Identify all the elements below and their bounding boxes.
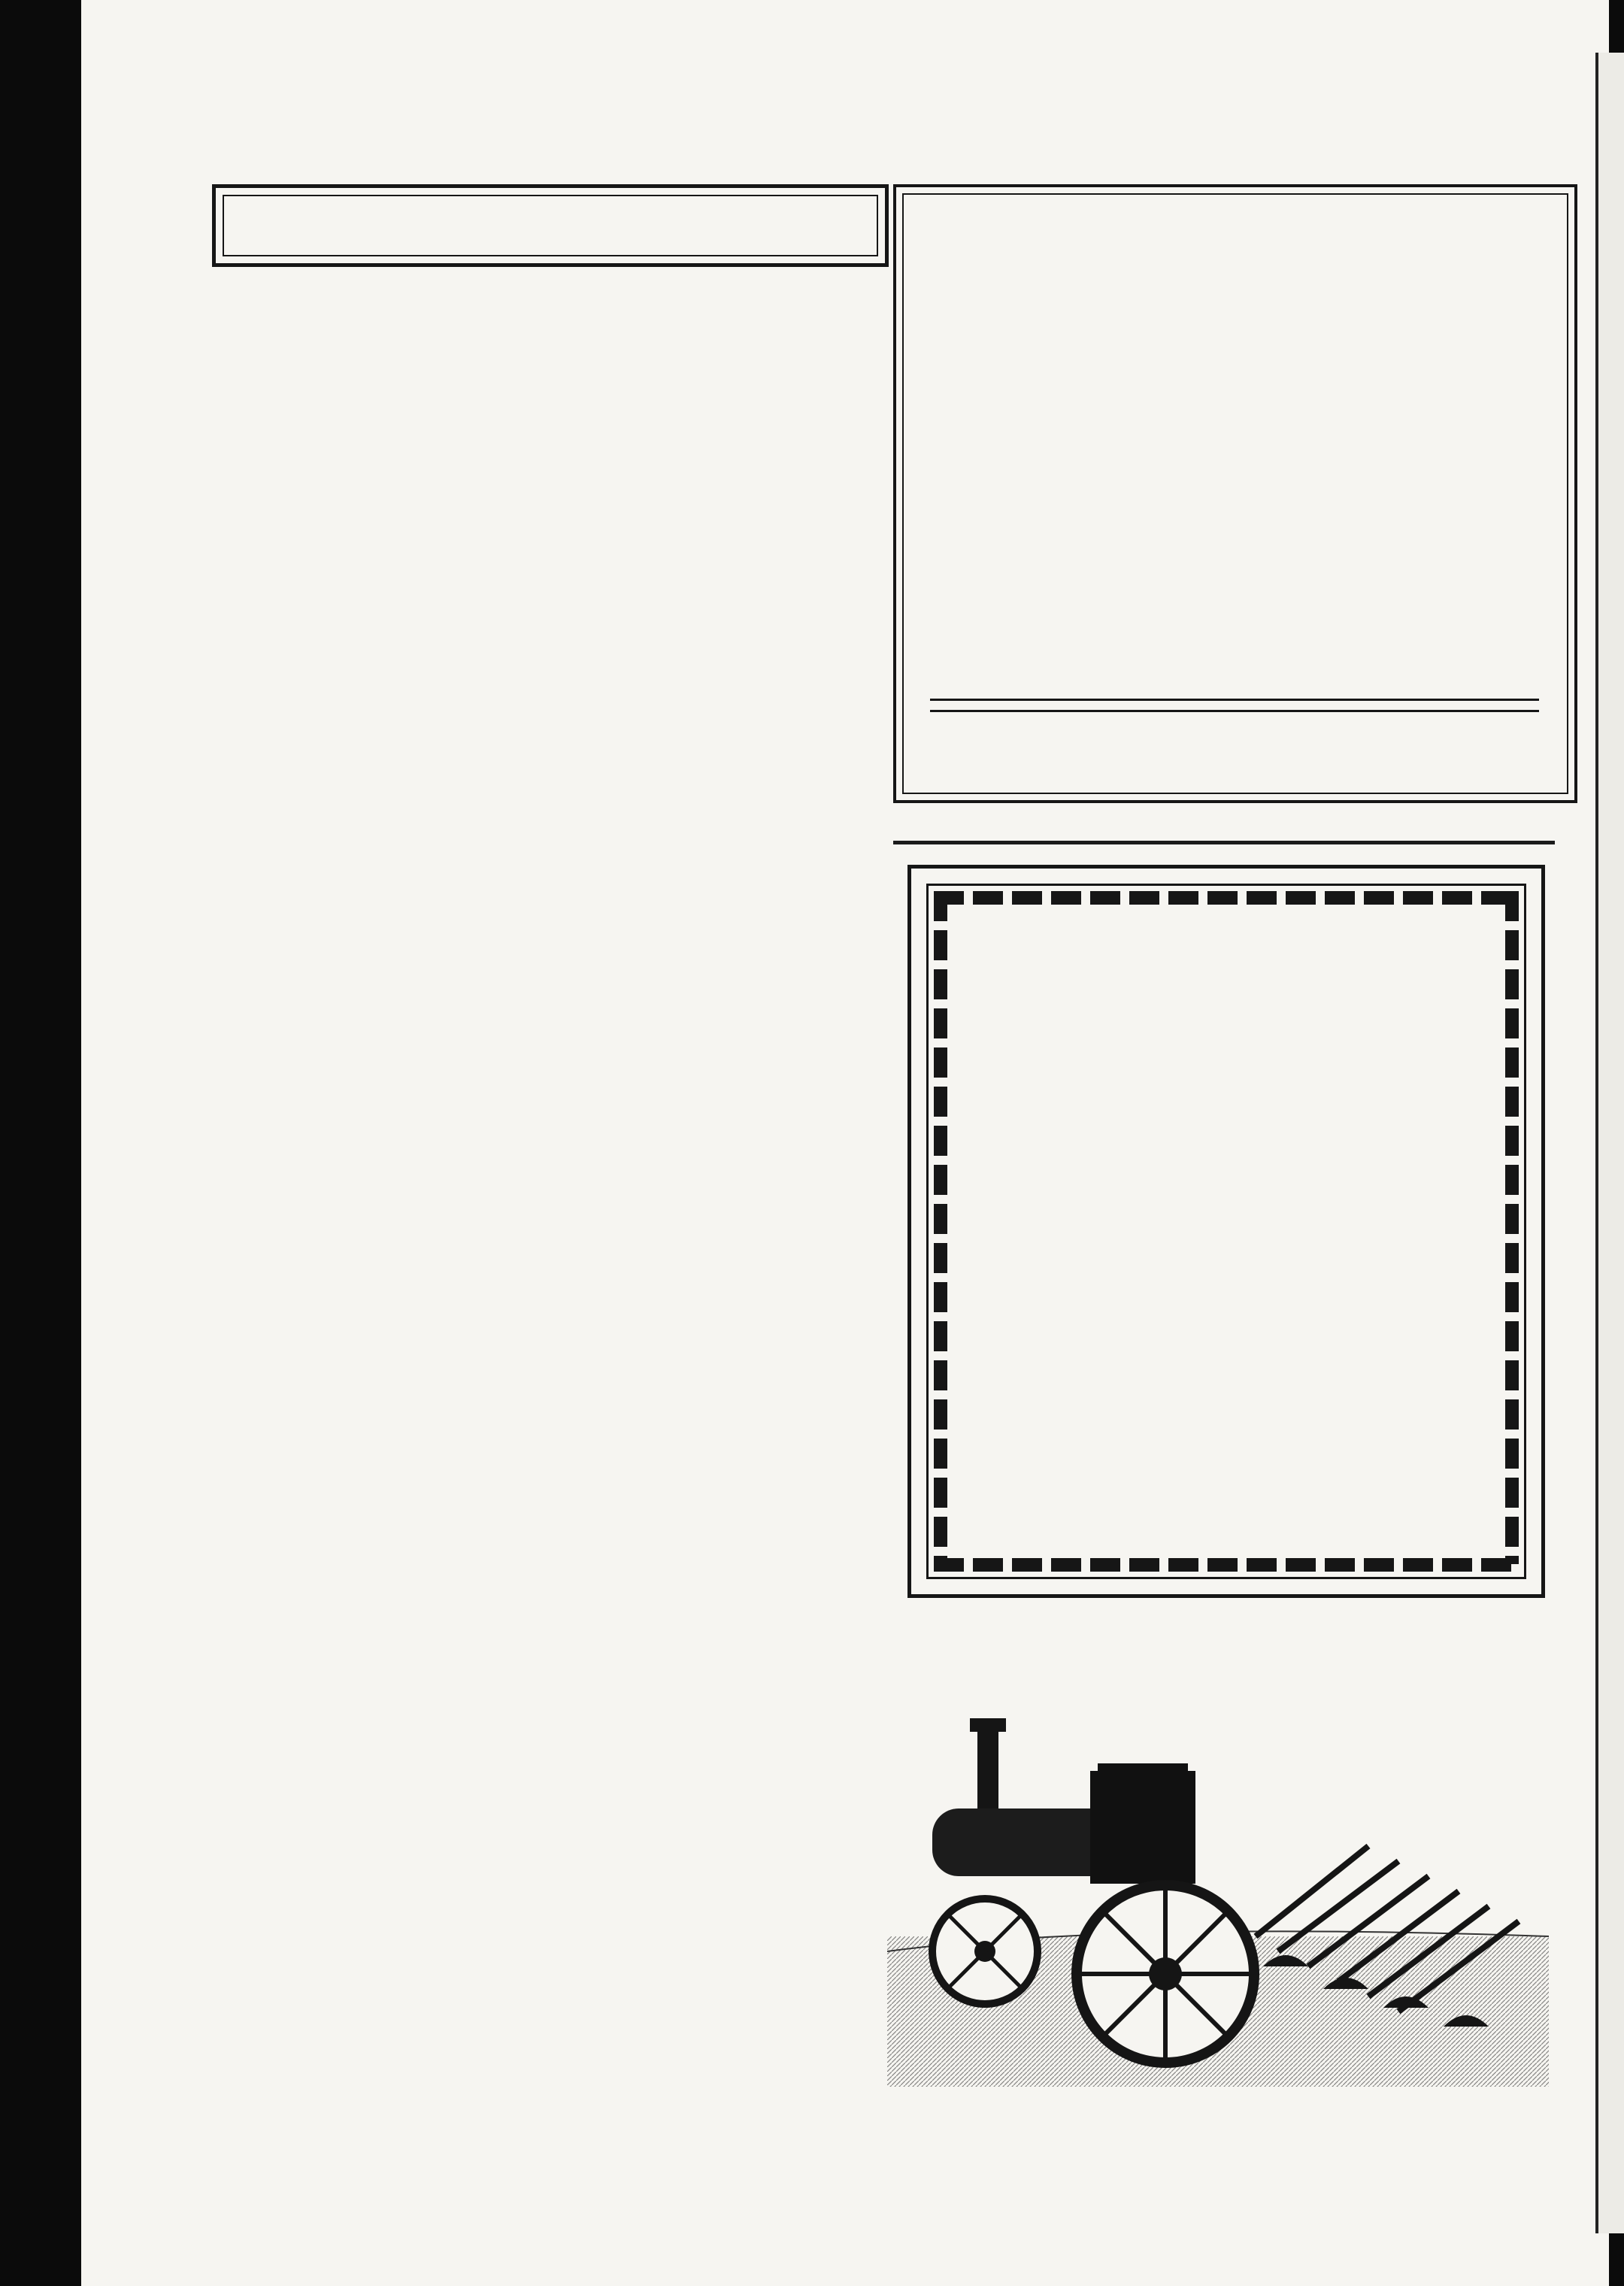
decorative-border-left [934,891,947,1564]
imperial-oil-advertisement [907,865,1545,1598]
exhibits-solicited [938,672,948,690]
decorative-border-bottom [934,1558,1513,1572]
steam-tractor-illustration [887,1711,1549,2087]
ad-inner-border [926,884,1526,1579]
article-title-box [212,184,889,267]
decorative-border-top [934,891,1513,905]
tractor-drawing [887,1711,1549,2087]
exhibition-advertisement [893,184,1577,803]
article-column-1 [212,293,528,295]
decorative-border-right [1505,891,1519,1564]
railroad-rates-banner [930,699,1539,712]
page-header [128,120,1579,165]
section-divider [893,841,1555,844]
adjacent-page-edge [1595,53,1624,2233]
